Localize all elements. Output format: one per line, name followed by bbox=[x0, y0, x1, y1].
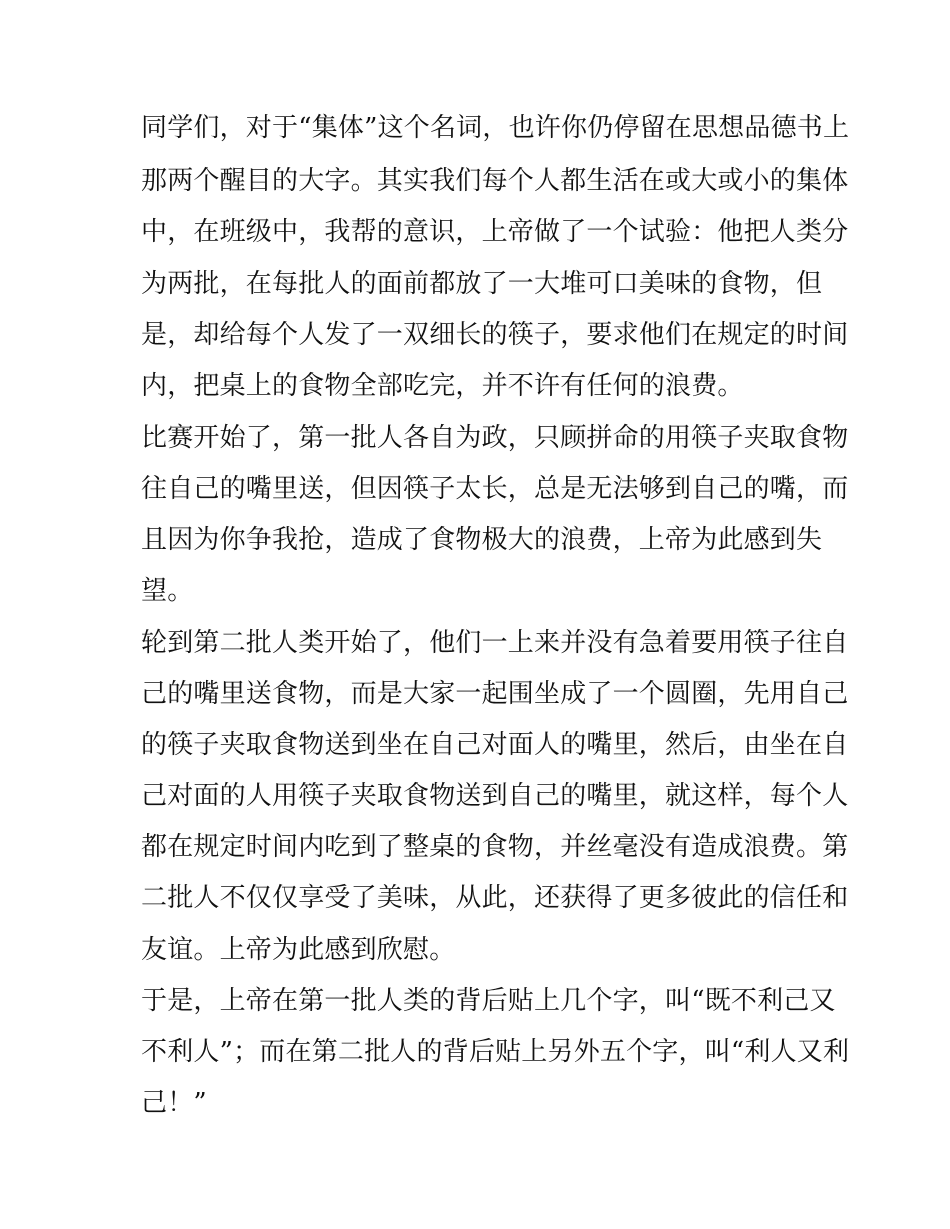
text-line: 己对面的人用筷子夹取食物送到自己的嘴里，就这样，每个人 bbox=[141, 781, 849, 811]
text-line: 都在规定时间内吃到了整桌的食物，并丝毫没有造成浪费。第 bbox=[141, 832, 849, 862]
text-line: 不利人”；而在第二批人的背后贴上另外五个字，叫“利人又利 bbox=[141, 1037, 850, 1067]
text-line: 同学们，对于“集体”这个名词，也许你仍停留在思想品德书上 bbox=[141, 113, 850, 143]
text-line: 是，却给每个人发了一双细长的筷子，要求他们在规定的时间 bbox=[141, 320, 849, 350]
text-line: 己的嘴里送食物，而是大家一起围坐成了一个圆圈，先用自己 bbox=[141, 679, 849, 709]
text-line: 己！” bbox=[141, 1088, 207, 1118]
text-line: 比赛开始了，第一批人各自为政，只顾拼命的用筷子夹取食物 bbox=[141, 423, 849, 453]
text-line: 友谊。上帝为此感到欣慰。 bbox=[141, 935, 456, 965]
text-line: 为两批，在每批人的面前都放了一大堆可口美味的食物，但 bbox=[141, 269, 823, 299]
text-line: 且因为你争我抢，造成了食物极大的浪费，上帝为此感到失 bbox=[141, 525, 823, 555]
text-line: 于是，上帝在第一批人类的背后贴上几个字，叫“既不利己又 bbox=[141, 986, 836, 1016]
text-line: 内，把桌上的食物全部吃完，并不许有任何的浪费。 bbox=[141, 371, 744, 401]
text-line: 那两个醒目的大字。其实我们每个人都生活在或大或小的集体 bbox=[141, 166, 849, 196]
text-line: 中，在班级中，我帮的意识，上帝做了一个试验：他把人类分 bbox=[141, 217, 849, 247]
text-line: 二批人不仅仅享受了美味，从此，还获得了更多彼此的信任和 bbox=[141, 883, 849, 913]
text-line: 往自己的嘴里送，但因筷子太长，总是无法够到自己的嘴，而 bbox=[141, 474, 849, 504]
text-line: 的筷子夹取食物送到坐在自己对面人的嘴里，然后，由坐在自 bbox=[141, 730, 849, 760]
text-line: 轮到第二批人类开始了，他们一上来并没有急着要用筷子往自 bbox=[141, 628, 849, 658]
text-line: 望。 bbox=[141, 576, 194, 606]
